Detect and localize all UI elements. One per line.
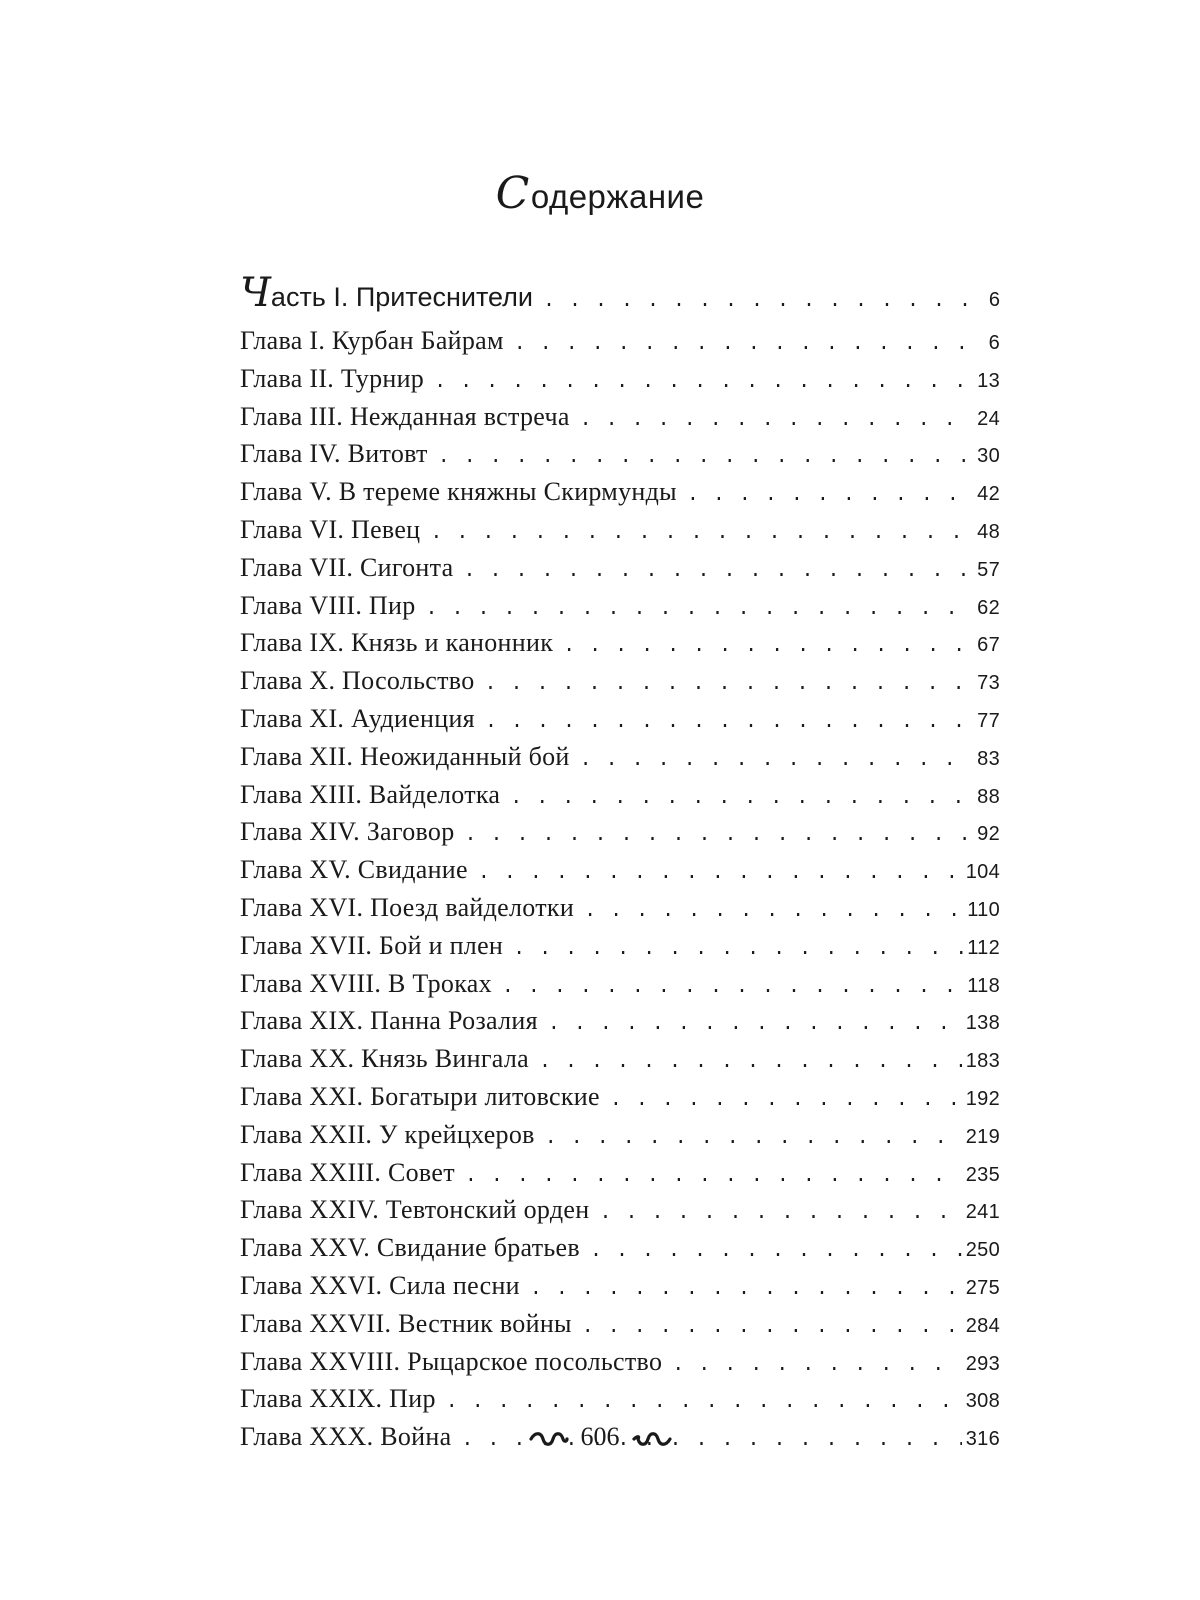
chapter-title: Глава IX. Князь и канонник: [240, 628, 554, 658]
chapter-title: Глава I. Курбан Байрам: [240, 326, 504, 355]
dot-leader: [438, 446, 973, 469]
dot-leader: [580, 409, 973, 432]
dot-leader: [580, 749, 974, 772]
toc-entry[interactable]: [240, 402, 1000, 440]
chapter-title: Глава XIV. Заговор: [240, 817, 455, 847]
toc-entry[interactable]: [240, 1120, 1000, 1158]
chapter-page-number: 241: [965, 1201, 1000, 1224]
chapter-page-number: 316: [965, 1428, 1000, 1451]
dot-leader: [584, 900, 963, 923]
chapter-page-number: 77: [977, 709, 1000, 732]
chapter-title: Глава XIII. Вайделотка: [240, 779, 501, 809]
chapter-page-number: 308: [965, 1390, 1000, 1413]
chapter-title: Глава XXVI. Сила песни: [240, 1270, 520, 1300]
toc-entry[interactable]: [240, 1082, 1000, 1120]
table-of-contents: [240, 270, 1000, 1460]
dot-leader: [478, 862, 962, 885]
toc-entry[interactable]: [240, 1309, 1000, 1347]
chapter-title: Глава XXI. Богатыри литовские: [240, 1081, 600, 1111]
chapter-title: Глава XVIII. В Троках: [240, 968, 492, 998]
chapter-title: Глава VI. Певец: [240, 514, 421, 544]
dot-leader: [672, 1354, 961, 1377]
chapter-title: Глава XXVII. Вестник войны: [240, 1308, 572, 1338]
dot-leader: [465, 824, 974, 847]
chapter-page-number: 219: [965, 1125, 1000, 1148]
chapter-page-number: 92: [977, 823, 1000, 846]
toc-entry[interactable]: [240, 1044, 1000, 1082]
chapter-page-number: 284: [965, 1314, 1000, 1337]
dot-leader: [687, 484, 973, 507]
toc-entry[interactable]: [240, 893, 1000, 931]
chapter-page-number: 192: [965, 1087, 1000, 1110]
dot-leader: [610, 1089, 962, 1112]
scroll-ornament-icon: [632, 1431, 672, 1447]
toc-entry[interactable]: [240, 477, 1000, 515]
chapter-title: Глава XVII. Бой и плен: [240, 930, 504, 960]
chapter-page-number: 24: [977, 407, 1000, 430]
dot-leader: [463, 560, 973, 583]
chapter-page-number: 275: [965, 1276, 1000, 1299]
dot-leader: [502, 976, 963, 999]
part-heading[interactable]: [240, 270, 1000, 326]
chapter-title: Глава XXIII. Совет: [240, 1157, 455, 1187]
toc-entry[interactable]: [240, 855, 1000, 893]
dot-leader: [543, 290, 985, 313]
toc-entry[interactable]: [240, 704, 1000, 742]
chapter-title: Глава II. Турнир: [240, 363, 425, 393]
chapter-title: Глава XI. Аудиенция: [240, 703, 475, 733]
toc-entry[interactable]: [240, 817, 1000, 855]
chapter-title: Глава X. Посольство: [240, 666, 475, 696]
part-title: [240, 270, 533, 316]
dot-leader: [530, 1278, 962, 1301]
toc-entry[interactable]: [240, 591, 1000, 629]
page-footer: [0, 1422, 1200, 1452]
chapter-page-number: 110: [967, 898, 1000, 921]
part-title-rest: асть I. Притеснители: [270, 282, 533, 312]
chapter-title: Глава XVI. Поезд вайделотки: [240, 892, 575, 922]
chapter-title: Глава IV. Витовт: [240, 439, 428, 469]
dot-leader: [430, 522, 973, 545]
dot-leader: [563, 635, 973, 658]
dot-leader: [545, 1127, 962, 1150]
chapter-page-number: 118: [967, 974, 1000, 997]
dot-leader: [434, 371, 973, 394]
chapter-title: Глава V. В тереме княжны Скирмунды: [240, 477, 677, 507]
toc-entry[interactable]: [240, 364, 1000, 402]
toc-entry[interactable]: [240, 1233, 1000, 1271]
chapter-page-number: 112: [967, 936, 1000, 959]
toc-entry[interactable]: [240, 553, 1000, 591]
chapter-title: Глава XXII. У крейцхеров: [240, 1119, 535, 1149]
toc-entry[interactable]: [240, 931, 1000, 969]
chapter-title: Глава III. Нежданная встреча: [240, 401, 570, 431]
toc-entry[interactable]: [240, 742, 1000, 780]
toc-entry[interactable]: [240, 1006, 1000, 1044]
toc-entry[interactable]: [240, 628, 1000, 666]
chapter-page-number: 104: [965, 861, 1000, 884]
chapter-page-number: 30: [977, 445, 1000, 468]
dot-leader: [590, 1240, 962, 1263]
toc-entry[interactable]: [240, 969, 1000, 1007]
toc-entry[interactable]: [240, 1347, 1000, 1385]
toc-entry[interactable]: [240, 515, 1000, 553]
chapter-title: Глава XII. Неожиданный бой: [240, 741, 570, 771]
toc-entry[interactable]: [240, 780, 1000, 818]
dot-leader: [485, 711, 973, 734]
chapter-page-number: 83: [977, 747, 1000, 770]
chapter-title: Глава XIX. Панна Розалия: [240, 1006, 538, 1036]
chapter-title: Глава XXX. Война: [240, 1422, 452, 1452]
page-title: [0, 168, 1200, 219]
chapter-title: Глава VII. Сигонта: [240, 552, 454, 582]
scroll-ornament-icon: [529, 1431, 569, 1447]
chapter-page-number: 62: [977, 596, 1000, 619]
title-rest: одержание: [530, 178, 705, 215]
chapter-page-number: 6: [988, 332, 1000, 354]
chapter-title: Глава XXIX. Пир: [240, 1384, 436, 1414]
chapter-page-number: 48: [977, 520, 1000, 543]
part-initial: Ч: [240, 270, 271, 316]
dot-leader: [539, 1051, 962, 1074]
dot-leader: [465, 1165, 962, 1188]
dot-leader: [548, 1013, 962, 1036]
toc-entry[interactable]: [240, 439, 1000, 477]
dot-leader: [446, 1391, 962, 1414]
title-initial: С: [495, 168, 530, 219]
chapter-title: Глава XX. Князь Вингала: [240, 1044, 529, 1074]
page-number: 606: [580, 1422, 620, 1451]
chapter-page-number: 293: [965, 1352, 1000, 1375]
chapter-page-number: 183: [965, 1050, 1000, 1073]
chapter-title: Глава XXIV. Тевтонский орден: [240, 1195, 590, 1225]
toc-entry[interactable]: [240, 1158, 1000, 1196]
chapter-title: Глава XXVIII. Рыцарское посольство: [240, 1346, 663, 1376]
dot-leader: [582, 1316, 962, 1339]
chapter-page-number: 57: [977, 558, 1000, 581]
toc-entry[interactable]: [240, 1271, 1000, 1309]
dot-leader: [514, 333, 985, 356]
chapter-page-number: 250: [965, 1239, 1000, 1262]
chapter-list: [240, 326, 1000, 1460]
toc-entry[interactable]: [240, 326, 1000, 364]
chapter-page-number: 42: [977, 483, 1000, 506]
chapter-page-number: 13: [977, 369, 1000, 392]
dot-leader: [485, 673, 974, 696]
chapter-page-number: 88: [977, 785, 1000, 808]
toc-entry[interactable]: [240, 1195, 1000, 1233]
dot-leader: [510, 787, 973, 810]
chapter-page-number: 138: [965, 1012, 1000, 1035]
chapter-title: Глава VIII. Пир: [240, 590, 416, 620]
dot-leader: [599, 1202, 961, 1225]
chapter-page-number: 67: [977, 634, 1000, 657]
chapter-title: Глава XV. Свидание: [240, 855, 468, 885]
chapter-title: Глава XXV. Свидание братьев: [240, 1233, 580, 1263]
dot-leader: [426, 598, 974, 621]
dot-leader: [513, 938, 963, 961]
part-page-number: 6: [988, 289, 1000, 311]
toc-entry[interactable]: [240, 1384, 1000, 1422]
chapter-page-number: 73: [977, 672, 1000, 695]
toc-entry[interactable]: [240, 666, 1000, 704]
chapter-page-number: 235: [965, 1163, 1000, 1186]
